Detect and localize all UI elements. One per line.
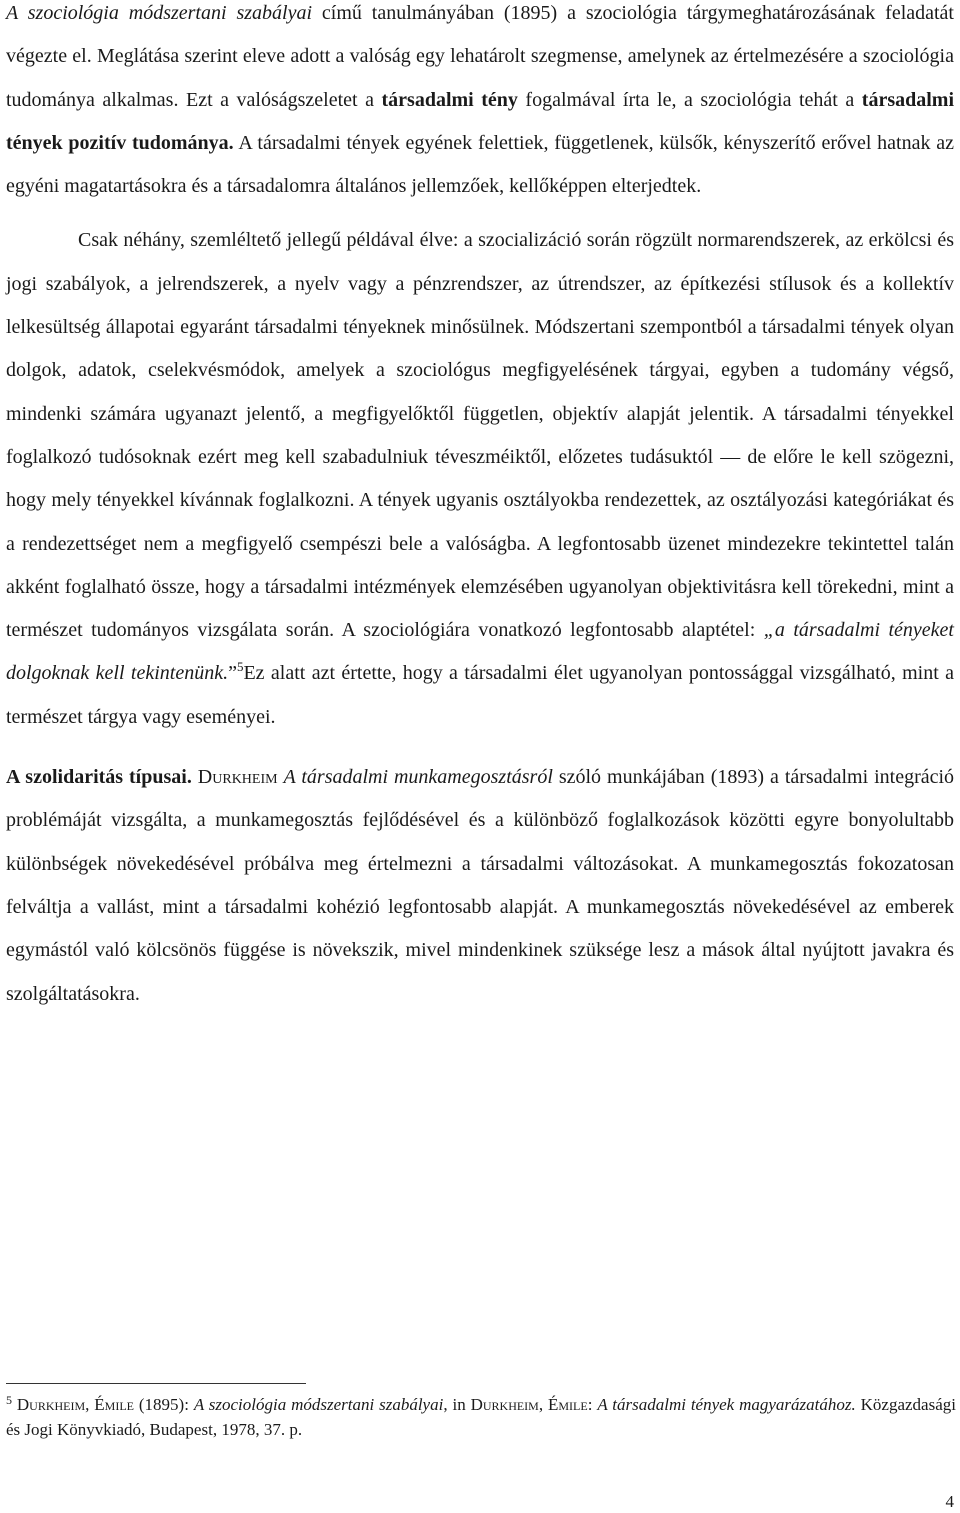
text-run: című tanulmányában (1895) a szociológia tárgymeghatározásának feladatát végezte el. Meglátása szerint eleve adott a valóság egy lehatárolt szegmense, amelynek az értelmezésére a szociológia tudománya alkalmas. Ezt a valóságszeletet a	[6, 2, 954, 111]
page-number: 4	[945, 1492, 954, 1511]
text-run: Közgazdasági és Jogi Könyvkiadó, Budapest, 1978, 37. p.	[6, 1395, 956, 1439]
page-content	[6, 0, 954, 1016]
book-title: A társadalmi tények magyarázatához.	[597, 1395, 856, 1414]
footnote	[6, 1392, 956, 1442]
quote: „a társadalmi tényeket dolgoknak kell tekintenünk.	[6, 619, 954, 685]
book-title: A szociológia módszertani szabályai	[193, 1395, 444, 1414]
term-social-fact: társadalmi tény	[381, 88, 518, 111]
text-run: :	[587, 1395, 598, 1414]
closing-quote: ”	[228, 662, 237, 685]
paragraph-3	[6, 756, 954, 1016]
author-name: Durkheim	[197, 766, 278, 789]
text-run: Ez alatt azt értette, hogy a társadalmi élet ugyanolyan pontossággal vizsgálható, mint a természet tárgya vagy eseményei.	[6, 662, 954, 728]
text-run: Csak néhány, szemléltető jellegű példával élve: a szocializáció során rögzült normarendszerek, az erkölcsi és jogi szabályok, a jelrendszerek, a nyelv vagy a pénzrendszer, az útrendszer, az építkezési stílusok és a kollektív lelkesültség állapotai egyaránt társadalmi tényeknek minősülnek. Módszertani szempontból a társadalmi tények olyan dolgok, adatok, cselekvésmódok, amelyek a szociológus megfigyelésének tárgyai, egyben a tudomány végső, mindenki számára ugyanazt jelentő, a megfigyelőktől független, objektív alapját jelentik. A társadalmi tényekkel foglalkozó tudósoknak ezért meg kell szabadulniuk téveszméiktől, előzetes tudásuktól — de előre le kell szögezni, hogy mely tényekkel kívánnak foglalkozni. A tények ugyanis osztályokba rendezettek, az osztályozási kategóriákat és a rendezettséget nem a megfigyelő csempészi bele a valóságba. A legfontosabb üzenet mindezekre tekintettel talán akként foglalható össze, hogy a társadalmi intézmények elemzésében ugyanolyan objektivitásra kell törekedni, mint a természet tudományos vizsgálata során. A szociológiára vonatkozó legfontosabb alaptétel:	[6, 229, 954, 642]
paragraph-1	[6, 0, 954, 208]
section-heading: A szolidaritás típusai.	[6, 766, 192, 789]
text-run: szóló munkájában (1893) a társadalmi integráció problémáját vizsgálta, a munkamegosztás fejlődésével és a különböző foglalkozások közötti egyre bonyolultabb különbségek növekedésével próbálva meg értelmezni a társadalmi változásokat. A munkamegosztás fokozatosan felváltja a vallást, mint a társadalmi kohézió legfontosabb alapját. A munkamegosztás növekedésével az emberek egymástól való kölcsönös függése is növekszik, mivel mindenkinek szüksége lesz a mások által nyújtott javakra és szolgáltatásokra.	[6, 766, 955, 1005]
text-run: A társadalmi tények egyének felettiek, függetlenek, külsők, kényszerítő erővel hatnak az egyéni magatartásokra és a társadalomra általános jellemzőek, kellőképpen elterjedtek.	[6, 131, 955, 198]
text-run: , in	[443, 1395, 471, 1414]
footnote-ref[interactable]: 5	[236, 659, 244, 675]
footnote-divider	[6, 1383, 306, 1384]
term-positive-science: társadalmi tények pozitív tudománya.	[6, 88, 954, 154]
author-name: Durkheim, Émile	[16, 1395, 135, 1414]
book-title: A társadalmi munkamegosztásról	[283, 766, 553, 789]
text-run: fogalmával írta le, a szociológia tehát a	[517, 88, 862, 111]
text-run: (1895):	[134, 1395, 194, 1414]
paragraph-2	[6, 219, 954, 739]
footnote-number: 5	[6, 1393, 12, 1407]
author-name: Durkheim, Émile	[470, 1395, 588, 1414]
book-title: A szociológia módszertani szabályai	[6, 2, 312, 24]
